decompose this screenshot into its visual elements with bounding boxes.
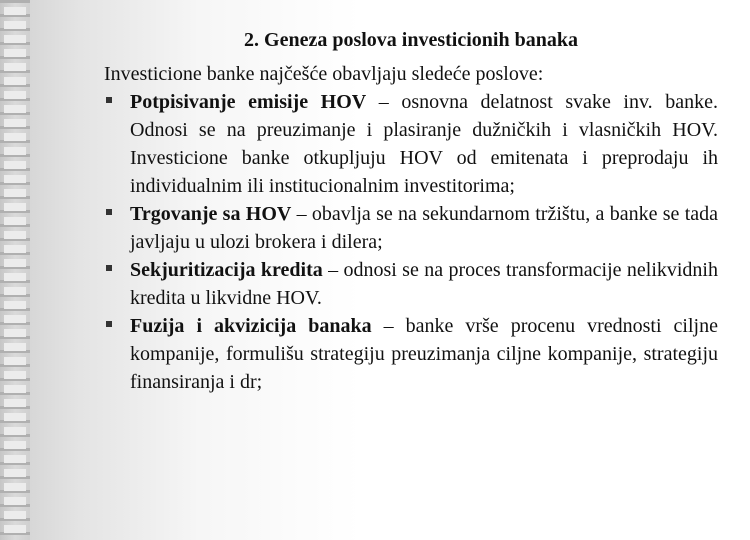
decorative-side-strip: [0, 0, 30, 540]
bullet-term: Fuzija i akvizicija banaka: [130, 315, 372, 337]
square-bullet-icon: [106, 200, 112, 228]
bullet-list: [104, 88, 718, 396]
square-bullet-icon: [106, 312, 112, 340]
intro-text: Investicione banke najčešće obavljaju sledeće poslove:: [104, 63, 544, 85]
bullet-text: – osnovna delatnost svake inv. banke. Odnosi se na preuzimanje i plasiranje dužničkih i vlasničkih HOV. Investicione banke otkupljuju HOV od emitenata i preprodaju ih individualnim ili institucionalnim investitorima;: [130, 91, 718, 197]
bullet-term: Sekjuritizacija kredita: [130, 259, 323, 281]
slide-content: [104, 26, 718, 396]
bullet-item-underwriting: [104, 88, 718, 200]
bullet-term: Potpisivanje emisije HOV: [130, 91, 367, 113]
bullet-item-securitization: [104, 256, 718, 312]
slide-title: 2. Geneza poslova investicionih banaka: [244, 29, 578, 51]
bullet-text: – odnosi se na proces transformacije nelikvidnih kredita u likvidne HOV.: [130, 259, 718, 309]
bullet-item-trading: [104, 200, 718, 256]
bullet-term: Trgovanje sa HOV: [130, 203, 292, 225]
bullet-item-mergers: [104, 312, 718, 396]
bullet-text: – banke vrše procenu vrednosti ciljne kompanije, formulišu strategiju preuzimanja ciljne kompanije, strategiju finansiranja i dr;: [130, 315, 718, 393]
decorative-block-pattern: [4, 4, 26, 536]
square-bullet-icon: [106, 256, 112, 284]
square-bullet-icon: [106, 88, 112, 116]
bullet-text: – obavlja se na sekundarnom tržištu, a banke se tada javljaju u ulozi brokera i dilera;: [130, 203, 719, 253]
